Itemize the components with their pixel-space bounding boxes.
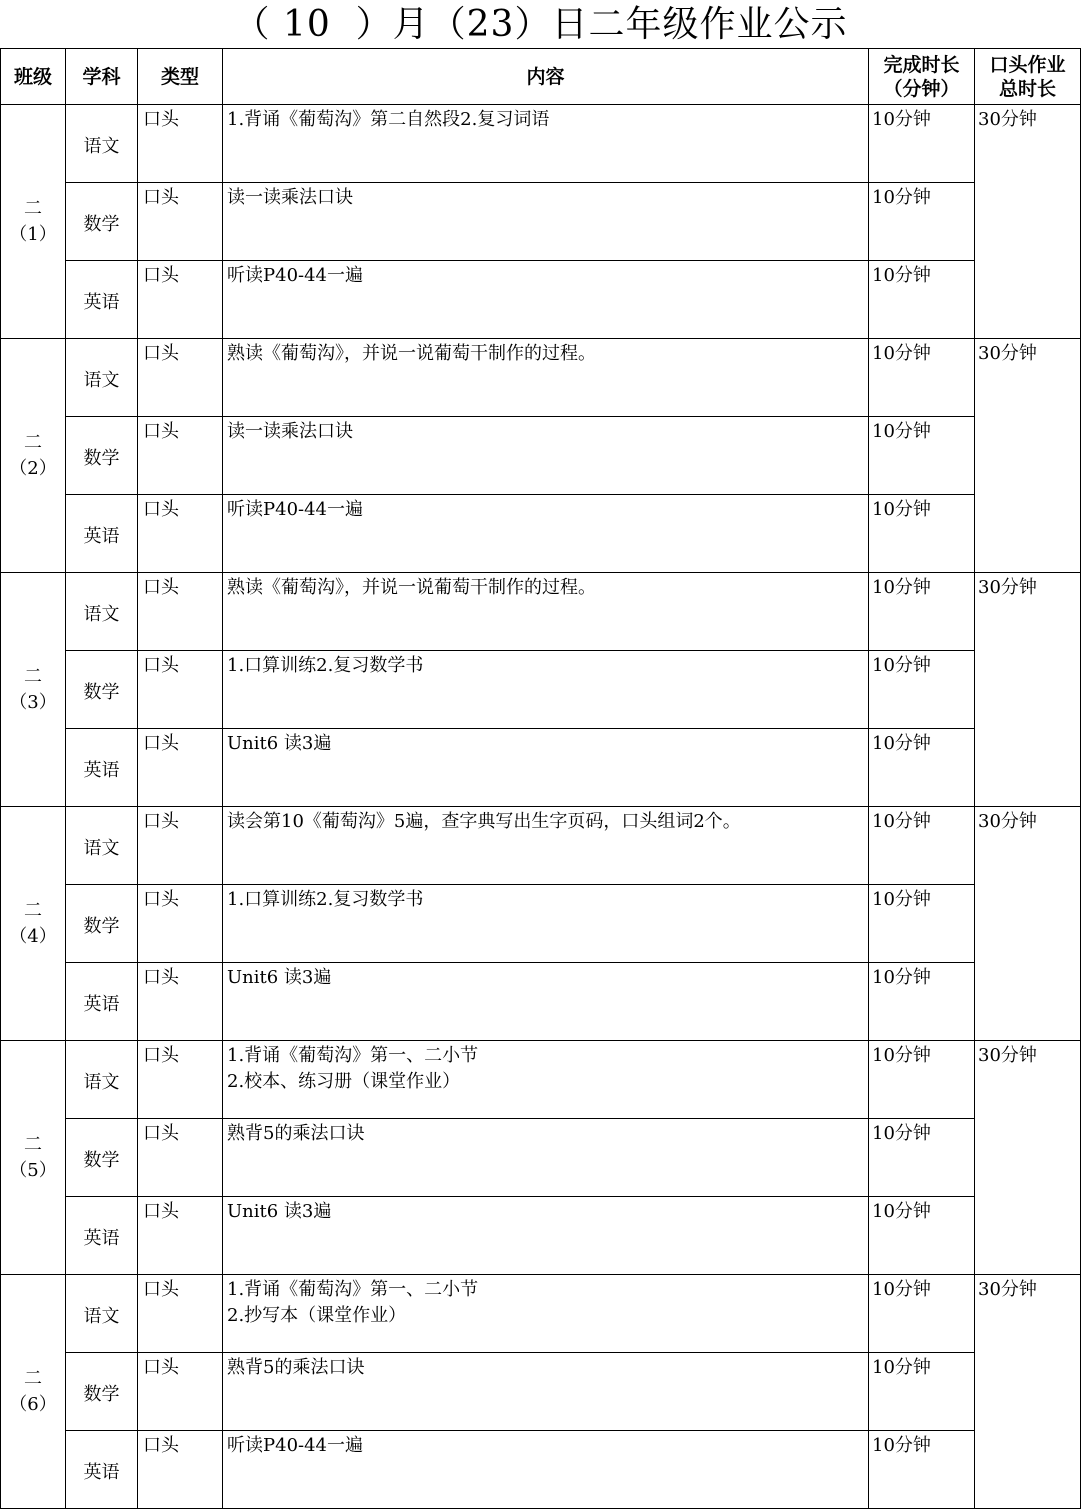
content-line: 1.口算训练2.复习数学书 [227,889,424,910]
subject-label: 英语 [83,993,120,1015]
duration-cell: 10分钟 [869,651,975,729]
table-row [1,573,1081,651]
content-cell [223,1275,869,1353]
table-row [1,261,1081,339]
content-cell [223,495,869,573]
duration-cell: 10分钟 [869,1431,975,1509]
type-cell: 口头 [138,417,223,495]
subject-label: 语文 [83,1305,120,1327]
type-cell: 口头 [138,1119,223,1197]
subject-cell [66,1041,138,1119]
subject-cell [66,1431,138,1509]
subject-cell [66,495,138,573]
content-cell [223,183,869,261]
type-cell: 口头 [138,339,223,417]
type-cell: 口头 [138,495,223,573]
subject-label: 数学 [83,1149,120,1171]
subject-label: 英语 [83,525,120,547]
subject-cell [66,1119,138,1197]
type-cell: 口头 [138,885,223,963]
class-number: （6） [9,1393,57,1415]
class-number: （5） [9,1159,57,1181]
class-grade: 二 [24,197,42,219]
content-line: 读会第10《葡萄沟》5遍，查字典写出生字页码，口头组词2个。 [227,811,741,832]
type-cell: 口头 [138,729,223,807]
content-cell [223,1041,869,1119]
table-row [1,1353,1081,1431]
content-cell [223,573,869,651]
class-cell [1,339,66,573]
subject-cell [66,651,138,729]
content-line: 听读P40-44一遍 [227,265,364,286]
duration-cell: 10分钟 [869,573,975,651]
subject-cell [66,573,138,651]
subject-cell [66,1275,138,1353]
type-cell: 口头 [138,1041,223,1119]
table-row [1,105,1081,183]
class-number: （3） [9,691,57,713]
type-cell: 口头 [138,963,223,1041]
content-cell [223,651,869,729]
duration-cell: 10分钟 [869,1275,975,1353]
homework-table [0,48,1081,1509]
type-cell: 口头 [138,261,223,339]
duration-cell: 10分钟 [869,729,975,807]
class-number: （2） [9,457,57,479]
content-cell [223,105,869,183]
content-cell [223,1197,869,1275]
type-cell: 口头 [138,1431,223,1509]
table-row [1,729,1081,807]
content-line: 读一读乘法口诀 [227,187,353,208]
content-cell [223,417,869,495]
header-duration-unit: （分钟） [883,77,960,100]
subject-label: 英语 [83,291,120,313]
content-cell [223,1119,869,1197]
class-cell [1,1041,66,1275]
subject-label: 英语 [83,759,120,781]
header-duration [869,49,975,105]
subject-label: 英语 [83,1227,120,1249]
duration-cell: 10分钟 [869,339,975,417]
content-cell [223,885,869,963]
subject-label: 数学 [83,447,120,469]
subject-label: 语文 [83,603,120,625]
header-total [975,49,1081,105]
total-cell: 30分钟 [975,807,1081,1041]
type-cell: 口头 [138,573,223,651]
subject-cell [66,105,138,183]
table-row [1,495,1081,573]
total-cell: 30分钟 [975,339,1081,573]
content-line: 1.口算训练2.复习数学书 [227,655,424,676]
page-title: （ 10 ）月（23）日二年级作业公示 [233,4,848,45]
duration-cell: 10分钟 [869,261,975,339]
total-cell: 30分钟 [975,1041,1081,1275]
content-line: Unit6 读3遍 [227,733,332,754]
class-grade: 二 [24,1133,42,1155]
total-cell: 30分钟 [975,1275,1081,1509]
type-cell: 口头 [138,1353,223,1431]
header-total-line: 口头作业 [989,53,1066,76]
class-grade: 二 [24,665,42,687]
subject-cell [66,183,138,261]
content-cell [223,807,869,885]
duration-cell: 10分钟 [869,807,975,885]
type-cell: 口头 [138,651,223,729]
class-grade: 二 [24,899,42,921]
table-row [1,183,1081,261]
table-row [1,807,1081,885]
duration-cell: 10分钟 [869,1119,975,1197]
content-line: 熟读《葡萄沟》，并说一说葡萄干制作的过程。 [227,343,596,364]
class-cell [1,105,66,339]
content-cell [223,1431,869,1509]
class-number: （4） [9,925,57,947]
table-row [1,1041,1081,1119]
class-grade: 二 [24,431,42,453]
content-line: 熟背5的乘法口诀 [227,1357,365,1378]
table-body [1,105,1081,1509]
content-line: 1.背诵《葡萄沟》第一、二小节 [227,1279,479,1300]
content-line: 听读P40-44一遍 [227,499,364,520]
table-row [1,885,1081,963]
content-line: 1.背诵《葡萄沟》第一、二小节 [227,1045,479,1066]
type-cell: 口头 [138,1275,223,1353]
content-line: 2.抄写本（课堂作业） [227,1305,407,1326]
type-cell: 口头 [138,105,223,183]
table-row [1,1119,1081,1197]
subject-cell [66,729,138,807]
header-total-line2: 总时长 [998,77,1056,100]
header-row [1,49,1081,105]
content-line: Unit6 读3遍 [227,967,332,988]
subject-cell [66,1197,138,1275]
content-cell [223,261,869,339]
header-class: 班级 [1,49,66,105]
duration-cell: 10分钟 [869,1197,975,1275]
subject-cell [66,1353,138,1431]
subject-label: 数学 [83,1383,120,1405]
content-line: Unit6 读3遍 [227,1201,332,1222]
subject-cell [66,261,138,339]
duration-cell: 10分钟 [869,495,975,573]
class-cell [1,1275,66,1509]
header-type: 类型 [138,49,223,105]
duration-cell: 10分钟 [869,1041,975,1119]
content-cell [223,1353,869,1431]
content-line: 1.背诵《葡萄沟》第二自然段2.复习词语 [227,109,550,130]
total-cell: 30分钟 [975,105,1081,339]
type-cell: 口头 [138,807,223,885]
subject-label: 英语 [83,1461,120,1483]
content-line: 读一读乘法口诀 [227,421,353,442]
content-line: 熟读《葡萄沟》，并说一说葡萄干制作的过程。 [227,577,596,598]
subject-label: 语文 [83,135,120,157]
content-cell [223,339,869,417]
duration-cell: 10分钟 [869,885,975,963]
subject-label: 数学 [83,681,120,703]
subject-label: 数学 [83,915,120,937]
content-line: 熟背5的乘法口诀 [227,1123,365,1144]
subject-label: 语文 [83,1071,120,1093]
class-cell [1,573,66,807]
subject-cell [66,963,138,1041]
header-subject: 学科 [66,49,138,105]
header-duration-line: 完成时长 [883,53,960,76]
class-cell [1,807,66,1041]
table-row [1,417,1081,495]
subject-cell [66,807,138,885]
subject-cell [66,339,138,417]
header-content: 内容 [223,49,869,105]
table-row [1,1275,1081,1353]
duration-cell: 10分钟 [869,1353,975,1431]
content-line: 听读P40-44一遍 [227,1435,364,1456]
content-cell [223,963,869,1041]
content-cell [223,729,869,807]
duration-cell: 10分钟 [869,183,975,261]
table-row [1,963,1081,1041]
class-grade: 二 [24,1367,42,1389]
class-number: （1） [9,223,57,245]
table-row [1,1197,1081,1275]
table-row [1,339,1081,417]
duration-cell: 10分钟 [869,105,975,183]
subject-label: 语文 [83,837,120,859]
duration-cell: 10分钟 [869,417,975,495]
total-cell: 30分钟 [975,573,1081,807]
type-cell: 口头 [138,1197,223,1275]
subject-cell [66,885,138,963]
content-line: 2.校本、练习册（课堂作业） [227,1071,461,1092]
duration-cell: 10分钟 [869,963,975,1041]
table-row [1,1431,1081,1509]
type-cell: 口头 [138,183,223,261]
table-row [1,651,1081,729]
subject-label: 语文 [83,369,120,391]
subject-cell [66,417,138,495]
subject-label: 数学 [83,213,120,235]
